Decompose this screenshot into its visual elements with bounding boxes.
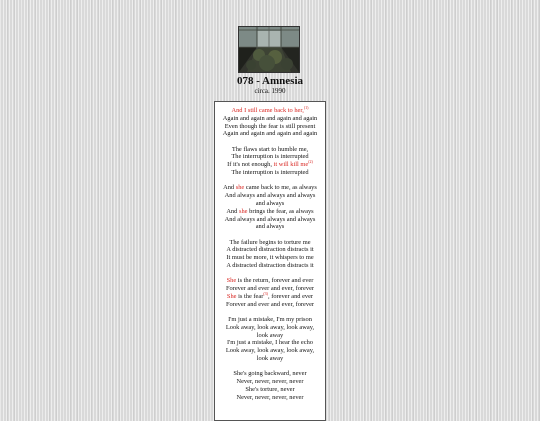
lyric-text: And xyxy=(223,184,235,192)
lyric-line: Look away, look away, look away, xyxy=(225,347,315,355)
lyric-line xyxy=(218,184,322,192)
lyric-line: A distracted distraction distracts it xyxy=(226,262,314,270)
lyric-line xyxy=(218,208,322,216)
lyric-line xyxy=(218,161,322,169)
lyric-line: Forever and ever and ever, forever xyxy=(225,285,315,293)
lyric-line: Even though the fear is still present xyxy=(224,122,316,130)
lyric-line: She's torture, never xyxy=(245,385,295,393)
lyric-line: Again and again and again and again xyxy=(222,130,318,138)
lyric-line: Forever and ever and ever, forever xyxy=(225,300,315,308)
lyrics-stanza xyxy=(218,184,322,231)
lyrics-stanza xyxy=(218,277,322,308)
greenhouse-photo xyxy=(239,27,299,72)
lyric-text: is the return, forever and ever xyxy=(237,277,314,285)
lyric-line: A distracted distraction distracts it xyxy=(226,246,314,254)
lyric-text: If it's not enough, xyxy=(227,161,272,169)
lyric-line: Look away, look away, look away, xyxy=(225,323,315,331)
lyric-line: Never, never, never, never xyxy=(236,378,304,386)
highlighted-lyric: She xyxy=(226,277,237,285)
highlighted-lyric: it will kill me xyxy=(273,161,309,169)
lyric-line: look away xyxy=(256,355,284,363)
page-title: 078 - Amnesia xyxy=(237,75,303,87)
lyric-line: I'm just a mistake, I'm my prison xyxy=(228,316,312,324)
lyric-line: She's going backward, never xyxy=(233,370,307,378)
lyrics-stanza xyxy=(218,107,322,138)
lyric-line: And always and always and always xyxy=(224,215,316,223)
lyric-line: I'm just a mistake, I hear the echo xyxy=(227,339,313,347)
lyric-line: Never, never, never, never xyxy=(236,393,304,401)
lyrics-stanza xyxy=(218,370,322,401)
lyric-text: came back to me, as always xyxy=(245,184,317,192)
highlighted-lyric: she xyxy=(235,184,245,192)
lyric-line: The flaws start to humble me, xyxy=(231,145,309,153)
lyrics-panel xyxy=(214,101,326,421)
lyric-line xyxy=(218,290,322,301)
lyric-text: And xyxy=(226,207,238,215)
lyric-line: look away xyxy=(256,331,284,339)
highlighted-lyric: she xyxy=(238,207,248,215)
lyric-line: The interruption is interrupted xyxy=(231,153,309,161)
lyric-line: The interruption is interrupted xyxy=(231,169,309,177)
highlighted-lyric: She xyxy=(226,292,237,300)
lyric-line: It must be more, it whispers to me xyxy=(226,254,314,262)
lyric-line xyxy=(218,277,322,285)
lyrics-stanza xyxy=(218,239,322,270)
album-cover-image xyxy=(238,26,300,73)
footnote-link[interactable]: (3) xyxy=(263,290,268,296)
lyric-line xyxy=(218,107,322,115)
lyric-text: , forever and ever xyxy=(268,292,314,300)
lyrics-stanza xyxy=(218,146,322,177)
lyric-text: brings the fear, as always xyxy=(249,207,314,215)
lyric-line: The failure begins to torture me xyxy=(229,238,311,246)
lyric-line: and always xyxy=(255,223,285,231)
lyric-text: is the fear xyxy=(238,292,264,300)
lyric-line: and always xyxy=(255,199,285,207)
footnote-link[interactable]: (2) xyxy=(308,159,313,165)
lyric-line: Again and again and again and again xyxy=(222,114,318,122)
page-subtitle: circa. 1990 xyxy=(254,87,286,95)
lyric-line: And always and always and always xyxy=(224,192,316,200)
footnote-link[interactable]: (1) xyxy=(303,105,309,110)
highlighted-lyric: And I still came back to her, xyxy=(231,107,304,114)
lyrics-stanza xyxy=(218,316,322,363)
